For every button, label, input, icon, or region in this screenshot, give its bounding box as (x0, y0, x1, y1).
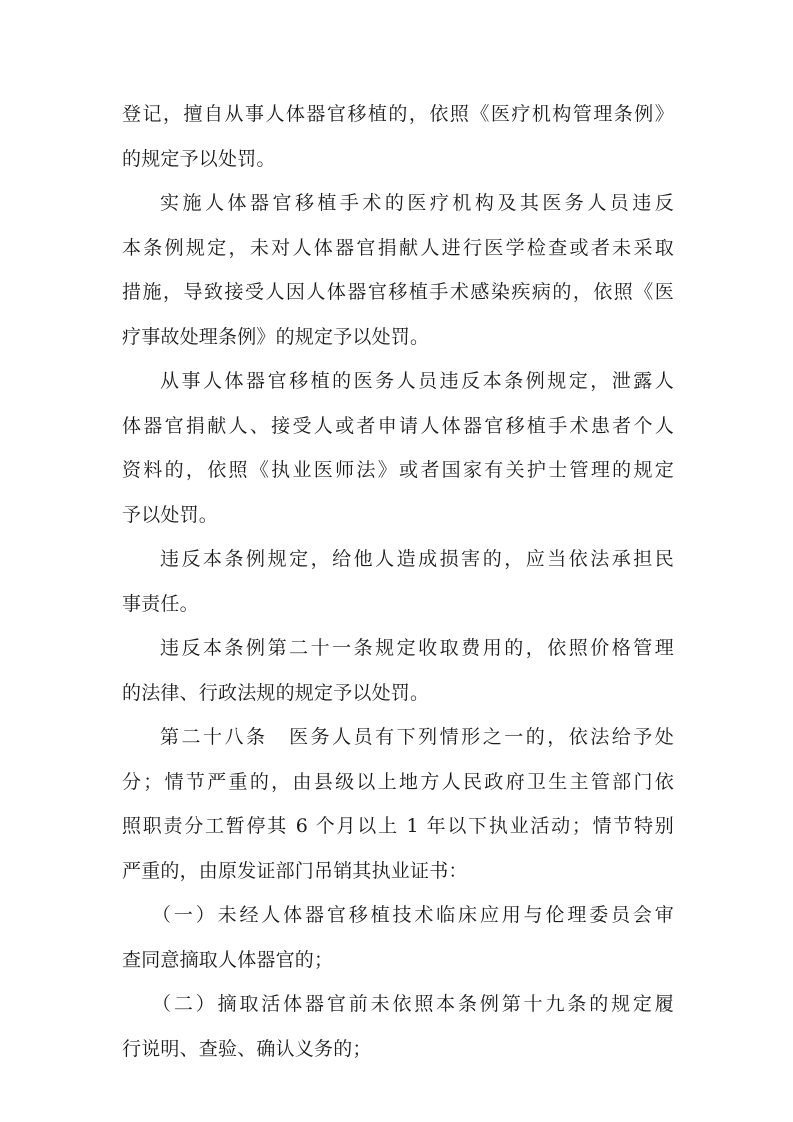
text-line: 的法律、行政法规的规定予以处罚。 (122, 681, 430, 704)
text-line: 违反本条例第二十一条规定收取费用的，依照价格管理 (160, 637, 674, 659)
text-line: 予以处罚。 (122, 503, 219, 526)
text-line: 违反本条例规定，给他人造成损害的，应当依法承担民 (160, 548, 674, 570)
text-line: 查同意摘取人体器官的； (122, 948, 334, 971)
text-line: 资料的，依照《执业医师法》或者国家有关护士管理的规定 (122, 459, 674, 481)
list-item-line: （一）未经人体器官移植技术临床应用与伦理委员会审 (152, 904, 674, 926)
text-line: 本条例规定，未对人体器官捐献人进行医学检查或者未采取 (122, 236, 674, 259)
text-line: 措施，导致接受人因人体器官移植手术感染疾病的，依照《医 (122, 281, 674, 303)
text-line: 从事人体器官移植的医务人员违反本条例规定，泄露人 (160, 370, 674, 392)
text-line: 体器官捐献人、接受人或者申请人体器官移植手术患者个人 (122, 414, 674, 437)
document-body (122, 92, 674, 1071)
text-line: 照职责分工暂停其 6 个月以上 1 年以下执业活动；情节特别 (122, 815, 674, 837)
text-line: 严重的，由原发证部门吊销其执业证书： (122, 859, 468, 882)
text-line: 实施人体器官移植手术的医疗机构及其医务人员违反 (160, 192, 674, 214)
text-line: 的规定予以处罚。 (122, 147, 276, 170)
text-line: 登记，擅自从事人体器官移植的，依照《医疗机构管理条例》 (122, 103, 674, 125)
article-heading-line: 第二十八条 医务人员有下列情形之一的，依法给予处 (160, 726, 674, 748)
text-line: 疗事故处理条例》的规定予以处罚。 (122, 325, 430, 348)
text-line: 分；情节严重的，由县级以上地方人民政府卫生主管部门依 (122, 770, 674, 793)
text-line: 事责任。 (122, 592, 199, 615)
text-line: 行说明、查验、确认义务的； (122, 1037, 372, 1060)
list-item-line: （二）摘取活体器官前未依照本条例第十九条的规定履 (152, 993, 674, 1015)
